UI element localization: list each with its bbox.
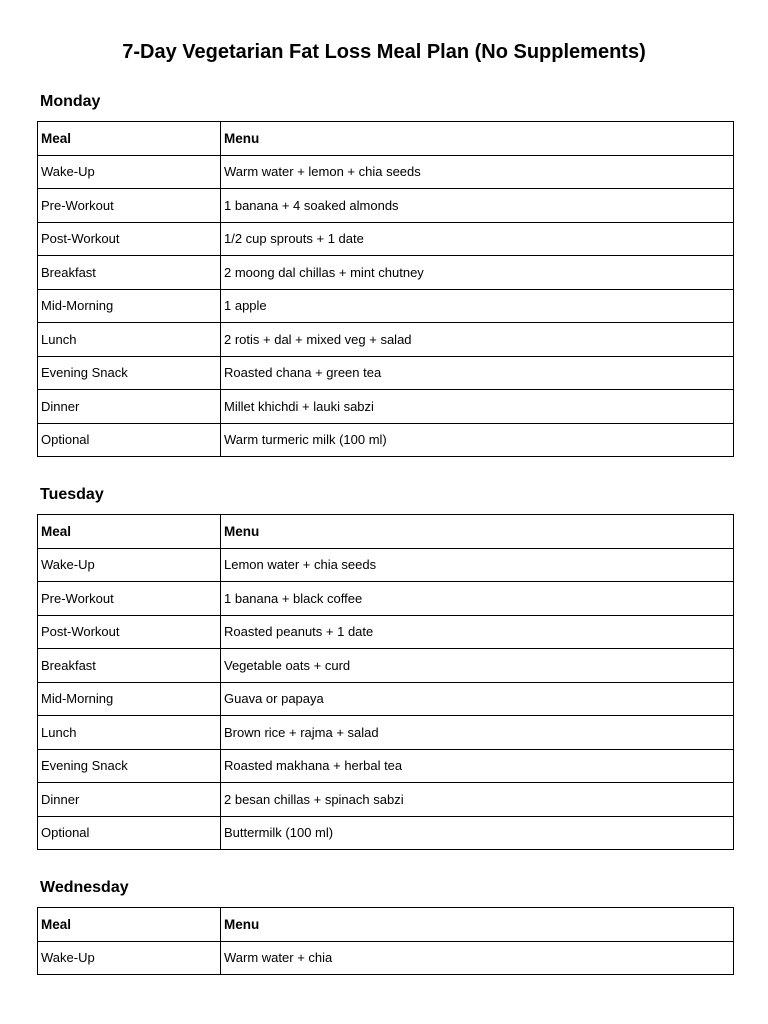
table-row <box>38 649 734 683</box>
menu-cell: Roasted makhana + herbal tea <box>221 749 734 783</box>
meal-cell: Wake-Up <box>38 155 221 189</box>
meal-cell: Breakfast <box>38 649 221 683</box>
meal-cell: Mid-Morning <box>38 289 221 323</box>
table-row <box>38 256 734 290</box>
table-row <box>38 941 734 975</box>
table-row <box>38 323 734 357</box>
meal-cell: Optional <box>38 423 221 457</box>
meal-cell: Dinner <box>38 390 221 424</box>
menu-cell: 2 moong dal chillas + mint chutney <box>221 256 734 290</box>
meal-cell: Breakfast <box>38 256 221 290</box>
menu-cell: 2 rotis + dal + mixed veg + salad <box>221 323 734 357</box>
table-row <box>38 423 734 457</box>
meal-cell: Mid-Morning <box>38 682 221 716</box>
day-heading: Tuesday <box>40 486 104 503</box>
menu-cell: 1 apple <box>221 289 734 323</box>
column-header-menu: Menu <box>221 908 734 942</box>
column-header-menu: Menu <box>221 122 734 156</box>
menu-cell: Buttermilk (100 ml) <box>221 816 734 850</box>
meal-cell: Optional <box>38 816 221 850</box>
menu-cell: Millet khichdi + lauki sabzi <box>221 390 734 424</box>
column-header-meal: Meal <box>38 908 221 942</box>
day-section-tuesday <box>37 484 733 850</box>
meal-cell: Wake-Up <box>38 941 221 975</box>
table-row <box>38 548 734 582</box>
menu-cell: Warm water + lemon + chia seeds <box>221 155 734 189</box>
menu-cell: 2 besan chillas + spinach sabzi <box>221 783 734 817</box>
column-header-meal: Meal <box>38 515 221 549</box>
column-header-meal: Meal <box>38 122 221 156</box>
table-row <box>38 582 734 616</box>
day-section-monday <box>37 91 733 457</box>
menu-cell: Warm water + chia <box>221 941 734 975</box>
meal-table <box>37 121 734 457</box>
meal-cell: Evening Snack <box>38 749 221 783</box>
menu-cell: Brown rice + rajma + salad <box>221 716 734 750</box>
menu-cell: Vegetable oats + curd <box>221 649 734 683</box>
table-row <box>38 155 734 189</box>
day-section-wednesday <box>37 877 733 975</box>
meal-cell: Lunch <box>38 323 221 357</box>
table-row <box>38 390 734 424</box>
menu-cell: Roasted chana + green tea <box>221 356 734 390</box>
menu-cell: 1/2 cup sprouts + 1 date <box>221 222 734 256</box>
table-row <box>38 783 734 817</box>
meal-cell: Pre-Workout <box>38 189 221 223</box>
menu-cell: Warm turmeric milk (100 ml) <box>221 423 734 457</box>
meal-cell: Post-Workout <box>38 615 221 649</box>
column-header-menu: Menu <box>221 515 734 549</box>
table-row <box>38 682 734 716</box>
day-heading: Monday <box>40 93 101 110</box>
table-row <box>38 289 734 323</box>
page-title: 7-Day Vegetarian Fat Loss Meal Plan (No Supplements) <box>122 41 646 63</box>
menu-cell: Lemon water + chia seeds <box>221 548 734 582</box>
menu-cell: Roasted peanuts + 1 date <box>221 615 734 649</box>
meal-cell: Lunch <box>38 716 221 750</box>
table-row <box>38 749 734 783</box>
menu-cell: 1 banana + 4 soaked almonds <box>221 189 734 223</box>
table-row <box>38 716 734 750</box>
table-row <box>38 816 734 850</box>
meal-cell: Wake-Up <box>38 548 221 582</box>
meal-cell: Post-Workout <box>38 222 221 256</box>
meal-cell: Pre-Workout <box>38 582 221 616</box>
meal-cell: Dinner <box>38 783 221 817</box>
table-row <box>38 356 734 390</box>
day-heading: Wednesday <box>40 879 129 896</box>
table-header-row <box>38 908 734 942</box>
table-row <box>38 615 734 649</box>
meal-table <box>37 907 734 975</box>
table-row <box>38 189 734 223</box>
table-header-row <box>38 122 734 156</box>
meal-cell: Evening Snack <box>38 356 221 390</box>
meal-table <box>37 514 734 850</box>
table-row <box>38 222 734 256</box>
menu-cell: 1 banana + black coffee <box>221 582 734 616</box>
table-header-row <box>38 515 734 549</box>
menu-cell: Guava or papaya <box>221 682 734 716</box>
